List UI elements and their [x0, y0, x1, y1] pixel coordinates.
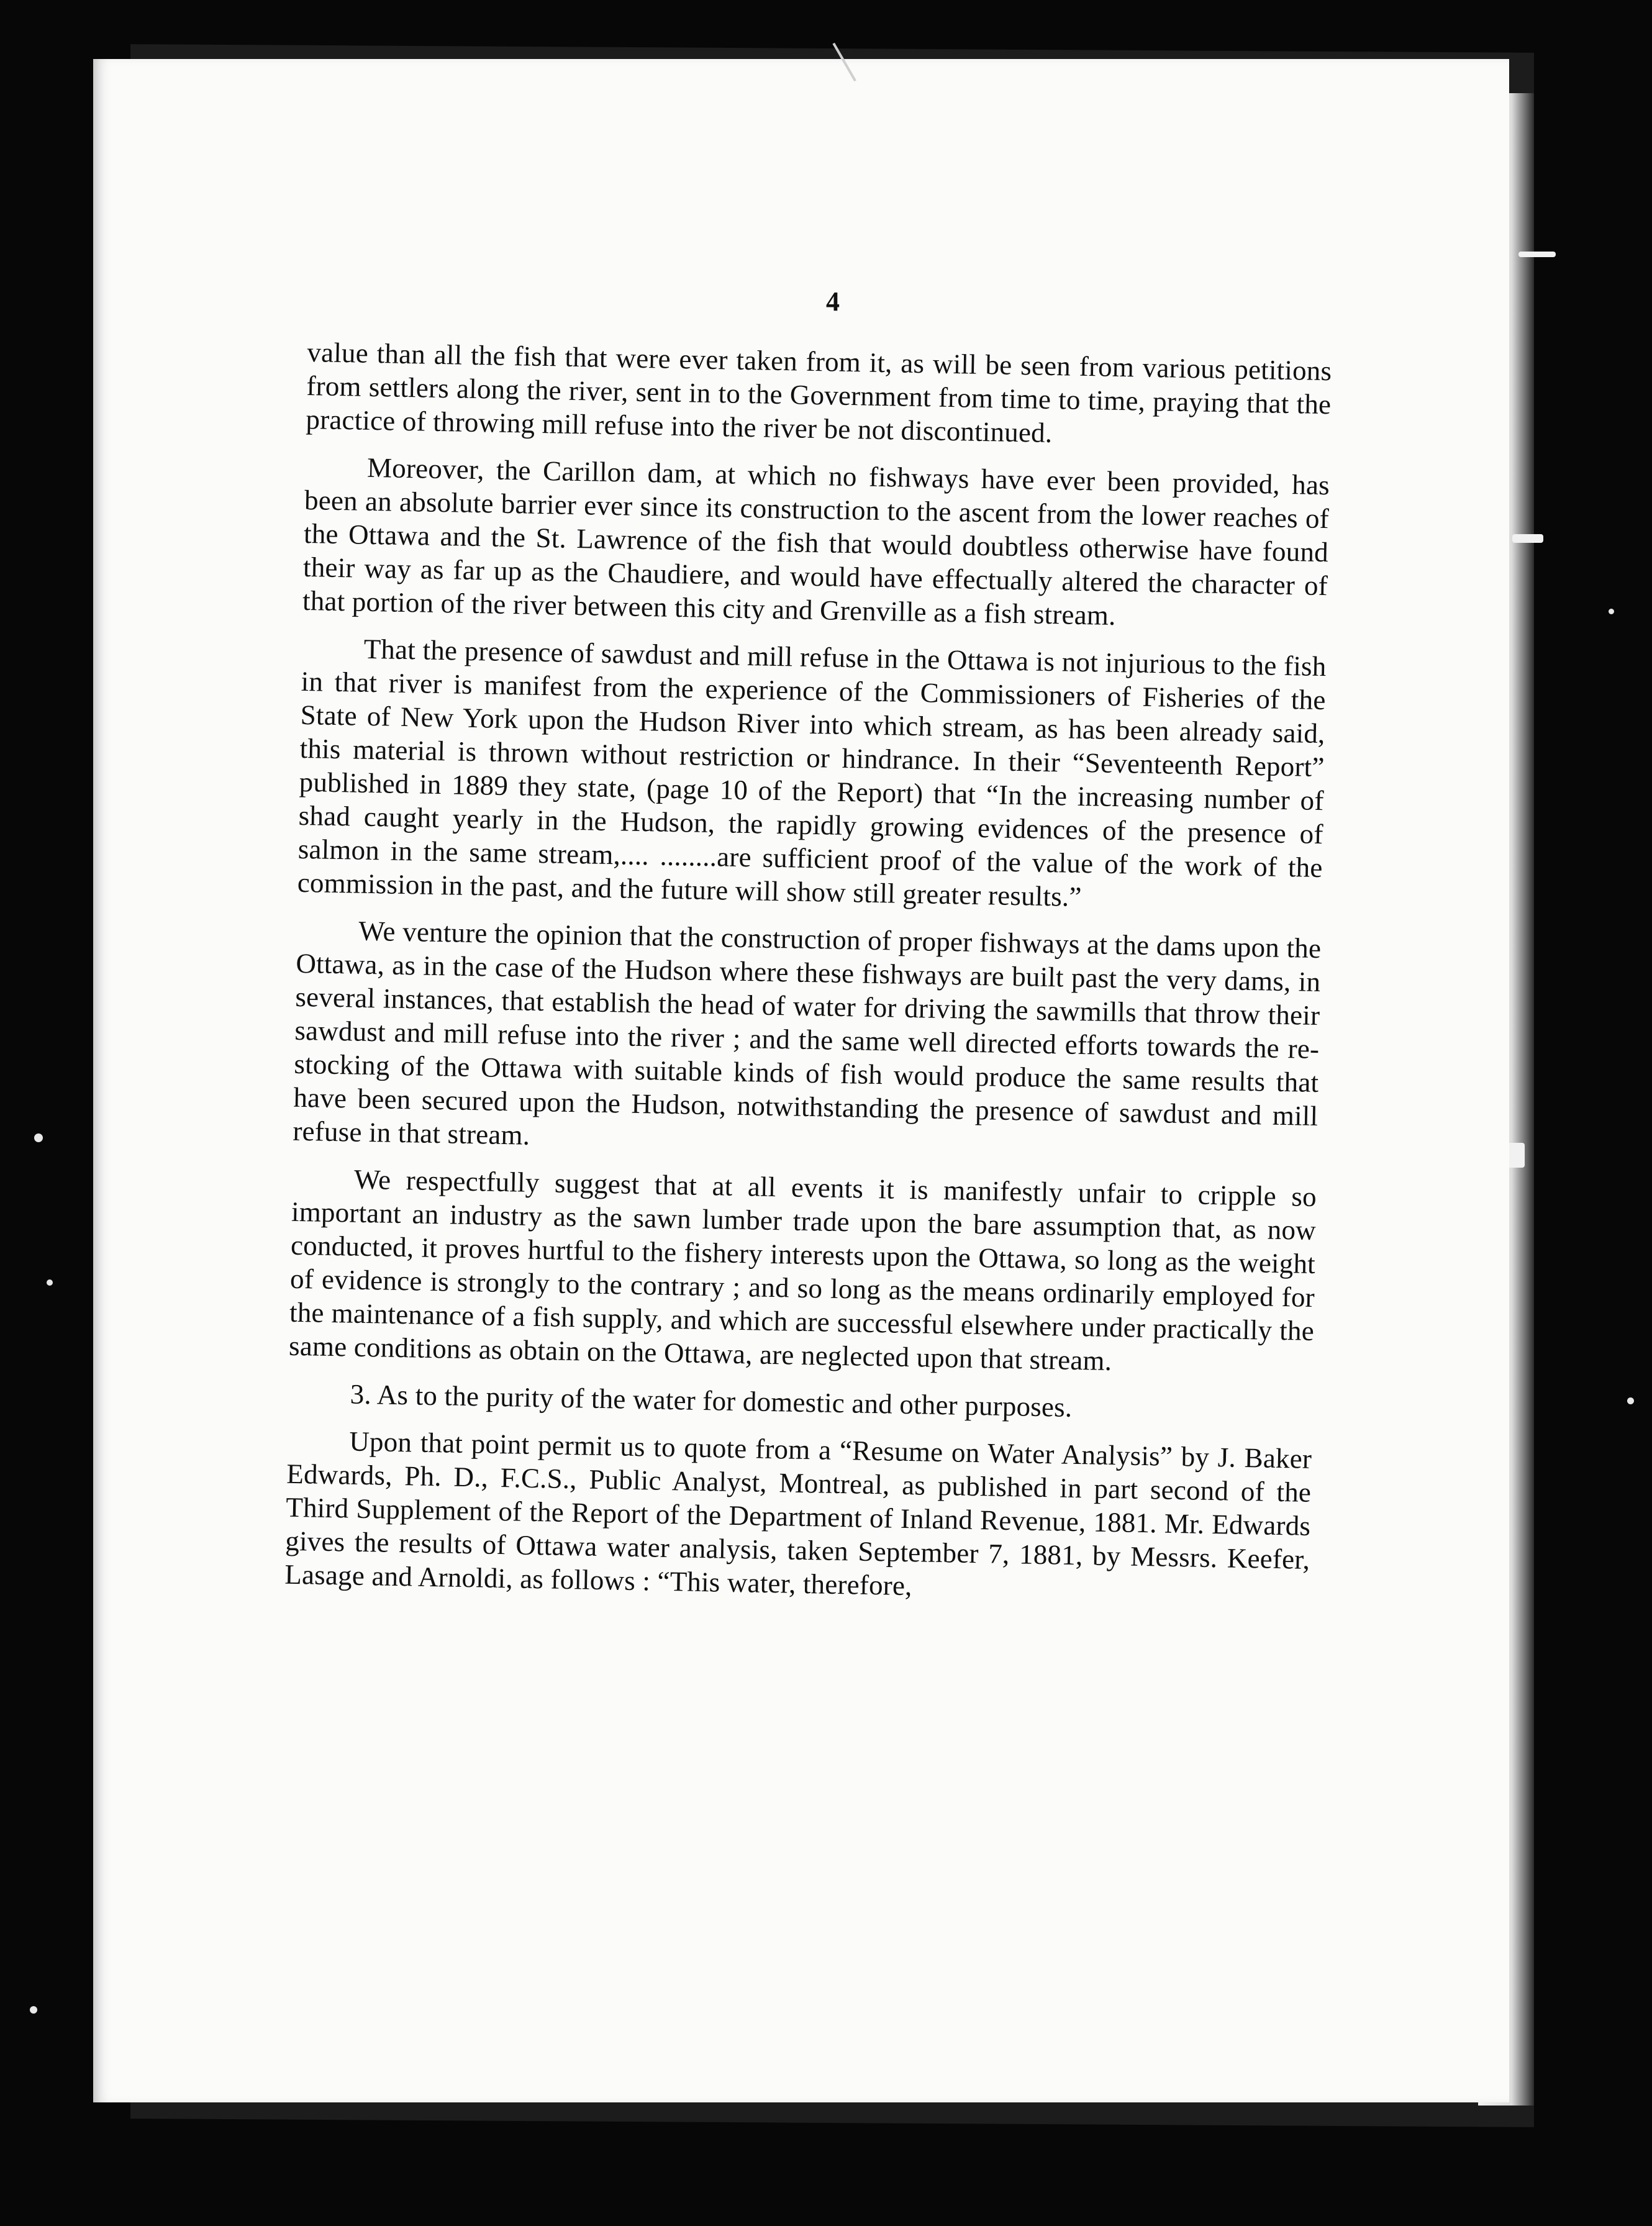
body-text [284, 335, 1332, 1624]
section-heading-water-purity: 3. As to the purity of the water for domestic and other purposes. [350, 1378, 1073, 1423]
dust-speck [1627, 1397, 1634, 1404]
margin-mark [1512, 534, 1543, 543]
paragraph-fishways-opinion: We venture the opinion that the construction of proper fishways at the dams upon the Ottawa, as in the case of the Hudson where these fishways are built past the very dams, in several instances, that establish the head of water for driving the sawmills that throw their sawdust and mill refuse into the river ; and the same well directed efforts towards the re-stocking of the Ottawa with suitable kinds of fish would produce the same results that have been secured upon the Hudson, notwithstanding the presence of sawdust and mill refuse in that stream. [293, 915, 1322, 1151]
paragraph-hudson-evidence: That the presence of sawdust and mill refuse in the Ottawa is not injurious to the fish in that river is manifest from the experience of the Commissioners of Fisheries of the State of New York upon the Hudson River into which stream, as has been already said, this material is thrown without restriction or hindrance. In their “Seventeenth Report” published in 1889 they state, (page 10 of the Report) that “In the increasing number of shad caught yearly in the Hudson, the rapidly growing evidences of the presence of salmon in the same stream,.... ........are sufficient proof of the value of the work of the commission in the past, and the future will show still greater results.” [297, 633, 1327, 912]
margin-mark [1518, 252, 1556, 257]
paragraph-carillon-dam: Moreover, the Carillon dam, at which no fishways have ever been provided, has been an absolute barrier ever since its construction to the ascent from the lower reaches of the Ottawa and the St. Lawrence of the fish that would doubtless otherwise have found their way as far up as the Chaudiere, and would have effectually altered the character of that portion of the river between this city and Grenville as a fish stream. [302, 452, 1330, 631]
dust-speck [34, 1133, 43, 1142]
paragraph-water-analysis: Upon that point permit us to quote from a “Resume on Water Analysis” by J. Baker Edwards, Ph. D., F.C.S., Public Analyst, Montreal, as published in part second of the Third Supplement of the Report of the Department of Inland Revenue, 1881. Mr. Edwards gives the results of Ottawa water analysis, taken September 7, 1881, by Messrs. Keefer, Lasage and Arnoldi, as follows : “This water, therefore, [284, 1425, 1312, 1602]
paragraph-lumber-trade: We respectfully suggest that at all events it is manifestly unfair to cripple so important an industry as the sawn lumber trade upon the bare assumption that, as now conducted, it proves hurtful to the fishery interests upon the Ottawa, so long as the weight of evidence is strongly to the contrary ; and so long as the means ordinarily employed for the maintenance of a fish supply, and which are successful elsewhere under practically the same conditions as obtain on the Ottawa, are neglected upon that stream. [288, 1163, 1317, 1377]
page-number: 4 [826, 286, 840, 317]
dust-speck [1609, 609, 1614, 614]
dust-speck [47, 1279, 53, 1286]
dust-speck [30, 2006, 37, 2014]
paragraph-continuation: value than all the fish that were ever taken from it, as will be seen from various petitions from settlers along the river, sent in to the Government from time to time, praying that the practice of throwing mill refuse into the river be not discontinued. [306, 336, 1332, 448]
